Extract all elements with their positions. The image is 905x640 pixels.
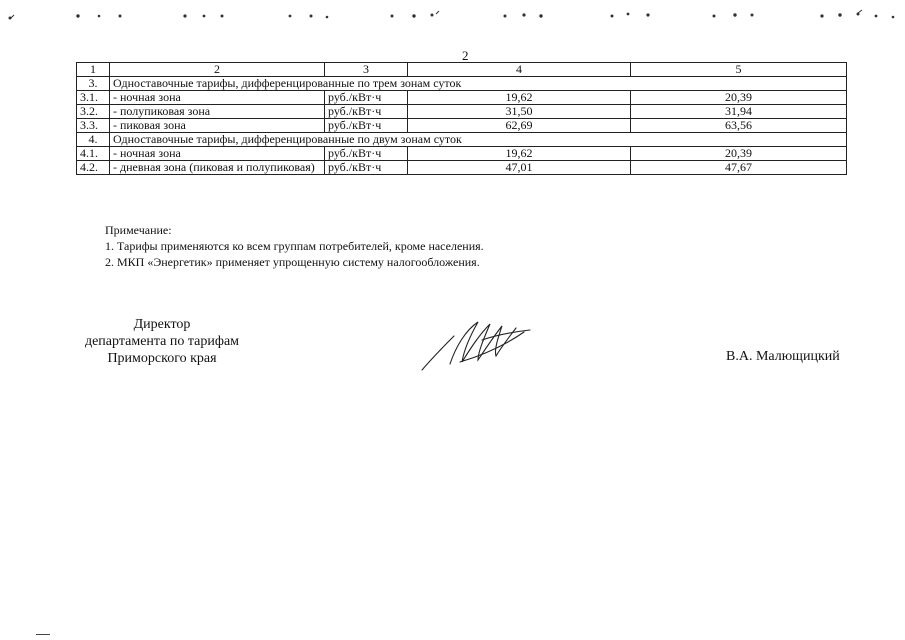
- tariff-value-col4: 19,62: [408, 91, 631, 105]
- section-title: Одноставочные тарифы, дифференцированные по трем зонам суток: [110, 77, 847, 91]
- unit: руб./кВт·ч: [325, 105, 408, 119]
- tariff-value-col4: 62,69: [408, 119, 631, 133]
- notes-block: [105, 222, 484, 270]
- tariff-value-col4: 19,62: [408, 147, 631, 161]
- row-number: 4.1.: [77, 147, 110, 161]
- zone-name: - ночная зона: [110, 147, 325, 161]
- unit: руб./кВт·ч: [325, 161, 408, 175]
- tariff-value-col5: 63,56: [631, 119, 847, 133]
- section-number: 4.: [77, 133, 110, 147]
- table-row: [77, 147, 847, 161]
- section-title: Одноставочные тарифы, дифференцированные по двум зонам суток: [110, 133, 847, 147]
- zone-name: - полупиковая зона: [110, 105, 325, 119]
- zone-name: - пиковая зона: [110, 119, 325, 133]
- header-cell: 3: [325, 63, 408, 77]
- tariff-value-col4: 31,50: [408, 105, 631, 119]
- zone-name: - дневная зона (пиковая и полупиковая): [110, 161, 325, 175]
- unit: руб./кВт·ч: [325, 119, 408, 133]
- tariff-value-col5: 31,94: [631, 105, 847, 119]
- signer-position: [76, 316, 248, 367]
- tariff-table: [76, 62, 847, 175]
- tariff-value-col4: 47,01: [408, 161, 631, 175]
- position-line: Директор: [133, 317, 191, 332]
- row-number: 4.2.: [77, 161, 110, 175]
- header-cell: 4: [408, 63, 631, 77]
- signer-name: В.А. Малющицкий: [726, 349, 840, 364]
- unit: руб./кВт·ч: [325, 147, 408, 161]
- tariff-value-col5: 20,39: [631, 91, 847, 105]
- table-row: [77, 91, 847, 105]
- row-number: 3.2.: [77, 105, 110, 119]
- handwritten-signature: [420, 316, 540, 374]
- table-section-row: [77, 77, 847, 91]
- header-cell: 5: [631, 63, 847, 77]
- table-section-row: [77, 133, 847, 147]
- tariff-value-col5: 20,39: [631, 147, 847, 161]
- table-row: [77, 161, 847, 175]
- note-item: 2. МКП «Энергетик» применяет упрощенную систему налогообложения.: [105, 255, 480, 269]
- header-cell: 2: [110, 63, 325, 77]
- page-number: 2: [462, 48, 469, 63]
- tariff-value-col5: 47,67: [631, 161, 847, 175]
- position-line: департамента по тарифам: [84, 334, 240, 349]
- table-row: [77, 119, 847, 133]
- zone-name: - ночная зона: [110, 91, 325, 105]
- row-number: 3.1.: [77, 91, 110, 105]
- table-header-row: [77, 63, 847, 77]
- scan-edge-mark: [36, 634, 50, 635]
- scan-noise-marks: [0, 0, 905, 30]
- table-row: [77, 105, 847, 119]
- note-item: 1. Тарифы применяются ко всем группам потребителей, кроме населения.: [105, 239, 484, 253]
- position-line: Приморского края: [107, 351, 217, 366]
- header-cell: 1: [77, 63, 110, 77]
- row-number: 3.3.: [77, 119, 110, 133]
- section-number: 3.: [77, 77, 110, 91]
- unit: руб./кВт·ч: [325, 91, 408, 105]
- notes-title: Примечание:: [105, 223, 172, 237]
